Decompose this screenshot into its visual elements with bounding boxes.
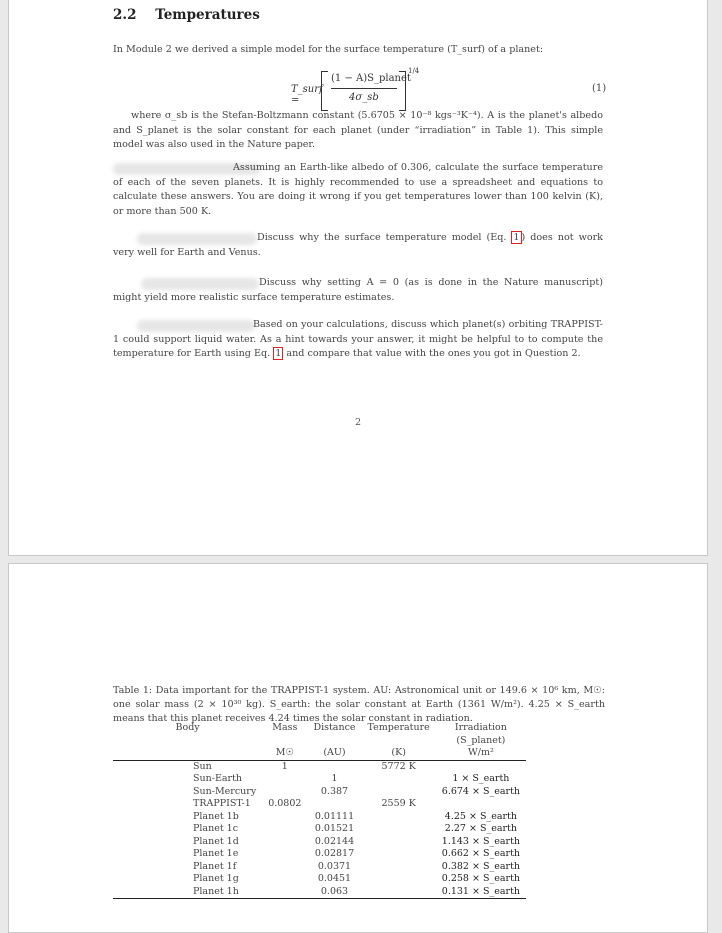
cell-body: Planet 1b [193, 810, 239, 822]
table-row [113, 886, 526, 899]
cell-irr: 0.131 × S_earth [436, 886, 526, 899]
cell-mass [262, 786, 307, 799]
question-5-text-end: and compare that value with the ones you got in Question 2. [283, 348, 581, 359]
cell-irr: 1.143 × S_earth [441, 835, 520, 847]
cell-dist [307, 760, 361, 773]
equation-numerator: (1 − A)S_planet [331, 73, 411, 84]
cell-temp: 5772 K [362, 760, 436, 773]
table-row [113, 861, 526, 874]
question-3-text: Discuss why the surface temperature model (Eq. [257, 232, 512, 243]
unit-body [113, 747, 262, 760]
table-row [113, 823, 526, 836]
question-5-text: Based on your calculations, discuss which planet(s) orbiting TRAPPIST-1 could support liquid water. As a hint towards your answer, it might be helpful to to compute the temperature for Earth using Eq. [113, 319, 603, 359]
column-header-body: Body [175, 722, 200, 733]
equation-denominator: 4σ_sb [349, 92, 379, 103]
cell-temp [362, 873, 436, 886]
question-3 [113, 231, 603, 260]
equation-ref-link[interactable]: 1 [275, 348, 282, 359]
irradiation-label: Irradiation [454, 722, 507, 733]
column-header-irradiation [436, 722, 526, 747]
cell-body: Planet 1e [193, 848, 239, 859]
cell-mass [262, 823, 307, 836]
cell-mass [262, 861, 307, 874]
table-row [113, 798, 526, 811]
cell-body: Planet 1f [193, 860, 237, 872]
question-4: Discuss why setting A = 0 (as is done in the Nature manuscript) might yield more realistic surface temperature estimates. [113, 277, 603, 303]
intro-paragraph: In Module 2 we derived a simple model for the surface temperature (T_surf) of a planet: [113, 44, 544, 55]
table-body [113, 760, 526, 899]
question-2: Assuming an Earth-like albedo of 0.306, calculate the surface temperature of each of the seven planets. It is highly recommended to use a spreadsheet and equations to calculate these answers. You are doing it wrong if you get temperatures lower than 100 kelvin (K), or more than 500 K. [113, 162, 603, 217]
table-row [113, 760, 526, 773]
table-row [113, 873, 526, 886]
equation-number: (1) [592, 83, 607, 94]
equation-ref-link[interactable]: 1 [513, 232, 520, 243]
cell-dist: 0.02144 [314, 835, 355, 847]
equation-exponent: 1/4 [408, 67, 420, 75]
cell-temp [362, 773, 436, 786]
cell-temp [362, 861, 436, 874]
cell-body: Sun-Earth [193, 773, 243, 784]
cell-temp [362, 836, 436, 849]
cell-mass: 0.0802 [268, 798, 302, 809]
where-paragraph: where σ_sb is the Stefan-Boltzmann constant (5.6705 × 10⁻⁸ kgs⁻³K⁻⁴). A is the planet's albedo and S_planet is the solar constant for each planet (under “irradiation” in Table 1). This simple model was also used in the Nature paper. [113, 110, 603, 150]
equation-lhs: T_surf = [291, 84, 323, 106]
cell-temp [362, 848, 436, 861]
cell-mass [262, 848, 307, 861]
unit-temperature: (K) [362, 747, 436, 760]
table-caption: Table 1: Data important for the TRAPPIST-1 system. AU: Astronomical unit or 149.6 × 10⁶ km, M☉: one solar mass (2 × 10³⁰ kg). S_earth: the solar constant at Earth (1361 W/m²). 4.25 × S_earth means that this planet receives 4.24 times the solar constant in radiation. [113, 685, 605, 724]
section-heading [113, 7, 260, 23]
table-row [113, 836, 526, 849]
cell-mass: 1 [262, 760, 307, 773]
cell-dist: 0.0451 [317, 873, 352, 884]
cell-body: Sun-Mercury [193, 785, 257, 797]
table-row [113, 811, 526, 824]
cell-dist: 0.01521 [314, 823, 355, 834]
question-3-text-end: ) does not work very well for Earth and Venus. [113, 232, 603, 258]
fraction-bar [331, 88, 397, 89]
cell-irr: 6.674 × S_earth [441, 785, 520, 797]
cell-mass [262, 811, 307, 824]
cell-mass [262, 886, 307, 899]
cell-temp [362, 786, 436, 799]
cell-temp [362, 811, 436, 824]
cell-dist: 0.063 [307, 886, 361, 899]
cell-temp [362, 823, 436, 836]
cell-dist: 0.01111 [314, 810, 355, 822]
cell-temp: 2559 K [381, 798, 416, 809]
cell-irr: 1 × S_earth [452, 773, 510, 784]
irradiation-sublabel: (S_planet) [456, 734, 506, 746]
cell-dist: 0.387 [320, 785, 349, 797]
cell-body: Planet 1d [193, 835, 239, 847]
right-bracket [399, 71, 406, 111]
section-number: 2.2 [113, 7, 137, 23]
cell-body: TRAPPIST-1 [193, 798, 251, 809]
column-header-mass: Mass [272, 722, 298, 733]
cell-dist: 0.0371 [317, 860, 352, 872]
cell-irr: 0.662 × S_earth [441, 848, 520, 859]
cell-irr [436, 798, 526, 811]
cell-irr [436, 760, 526, 773]
cell-mass [262, 836, 307, 849]
cell-mass [262, 773, 307, 786]
unit-mass: M☉ [262, 747, 307, 760]
cell-dist: 0.02817 [314, 848, 355, 859]
unit-irradiation: W/m² [436, 747, 526, 760]
unit-distance: (AU) [307, 747, 361, 760]
trappist-data-table [113, 722, 526, 899]
question-5 [113, 318, 603, 362]
column-header-distance: Distance [313, 722, 356, 733]
table-row [113, 773, 526, 786]
section-title: Temperatures [155, 7, 260, 23]
cell-dist: 1 [331, 773, 338, 784]
column-header-temperature: Temperature [367, 722, 430, 733]
table-row [113, 786, 526, 799]
cell-irr: 0.258 × S_earth [441, 873, 520, 884]
left-bracket [321, 71, 328, 111]
document-page-1 [8, 0, 708, 556]
cell-temp [362, 886, 436, 899]
cell-body: Planet 1g [193, 873, 239, 884]
cell-irr: 4.25 × S_earth [444, 810, 517, 822]
document-page-2 [8, 563, 708, 933]
cell-irr: 0.382 × S_earth [441, 860, 520, 872]
table-row [113, 848, 526, 861]
cell-dist [307, 798, 361, 811]
cell-body: Planet 1c [193, 823, 239, 834]
cell-body: Planet 1h [113, 886, 262, 899]
page-number: 2 [355, 417, 362, 428]
cell-mass [262, 873, 307, 886]
cell-irr: 2.27 × S_earth [444, 823, 517, 834]
cell-body: Sun [113, 760, 262, 773]
